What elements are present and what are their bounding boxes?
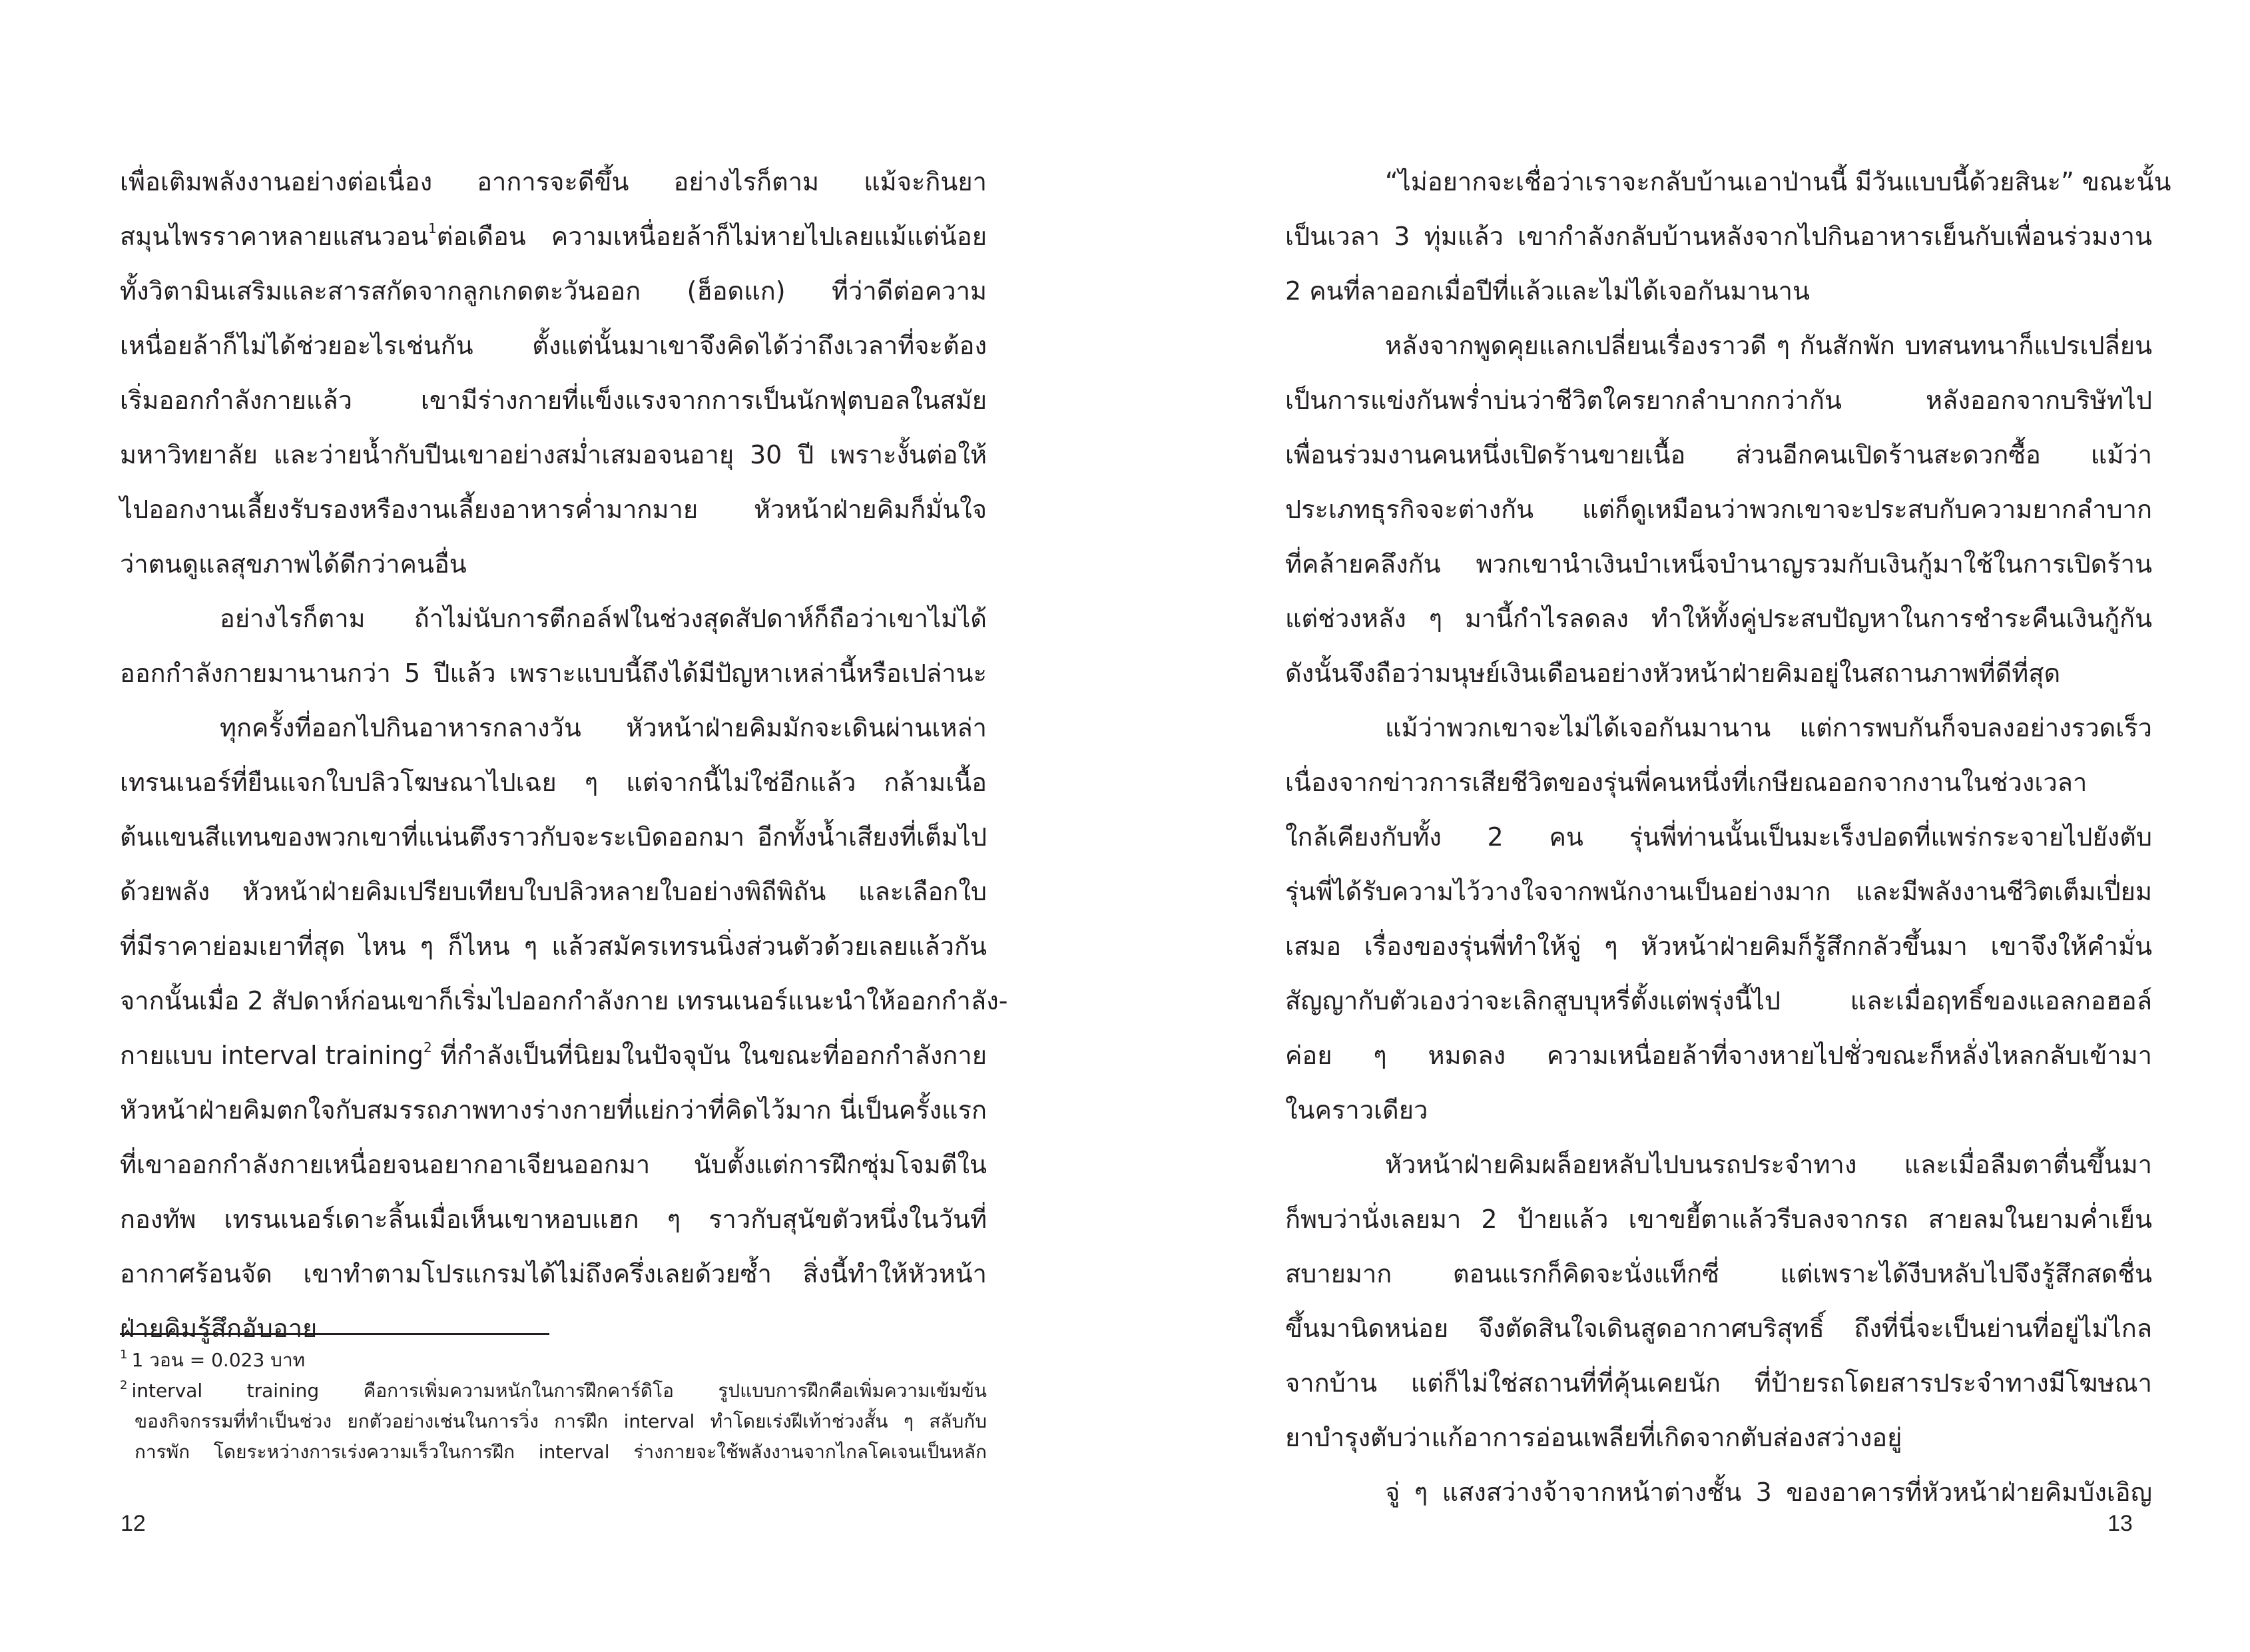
text-line: เป็นการแข่งกันพร่ำบ่นว่าชีวิตใครยากลำบากกว่ากัน หลังออกจากบริษัทไป: [1285, 386, 2152, 415]
footnote-number: 1: [120, 1348, 128, 1362]
footnote-text: 1 วอน = 0.023 บาท: [131, 1349, 306, 1371]
footnote-2-continued: การพัก โดยระหว่างการเร่งความเร็วในการฝึก interval ร่างกายจะใช้พลังงานจากไกลโคเจนเป็นหลัก: [135, 1441, 987, 1463]
text-line-with-footnote: [120, 1028, 987, 1083]
left-page-body-text: [120, 154, 1008, 1356]
paragraph-first-line: แม้ว่าพวกเขาจะไม่ได้เจอกันมานาน แต่การพบกันก็จบลงอย่างรวดเร็ว: [1385, 713, 2152, 742]
text-line: เนื่องจากข่าวการเสียชีวิตของรุ่นพี่คนหนึ่งที่เกษียณออกจากงานในช่วงเวลา: [1285, 768, 2088, 797]
text-line: จากนั้นเมื่อ 2 สัปดาห์ก่อนเขาก็เริ่มไปออกกำลังกาย เทรนเนอร์แนะนำให้ออกกำลัง-: [120, 986, 1008, 1015]
paragraph-first-line: จู่ ๆ แสงสว่างจ้าจากหน้าต่างชั้น 3 ของอาคารที่หัวหน้าฝ่ายคิมบังเอิญ: [1385, 1478, 2152, 1507]
footnote-text: interval training คือการเพิ่มความหนักในการฝึกคาร์ดิโอ รูปแบบการฝึกคือเพิ่มความเข้มข้น: [131, 1380, 987, 1402]
footnote-divider: [120, 1333, 549, 1335]
text-line: 2 คนที่ลาออกเมื่อปีที่แล้วและไม่ได้เจอกันมานาน: [1285, 276, 1810, 306]
text-line: รุ่นพี่ได้รับความไว้วางใจจากพนักงานเป็นอย่างมาก และมีพลังงานชีวิตเต็มเปี่ยม: [1285, 877, 2152, 906]
text-line: เพื่อนร่วมงานคนหนึ่งเปิดร้านขายเนื้อ ส่วนอีกคนเปิดร้านสะดวกซื้อ แม้ว่า: [1285, 440, 2152, 469]
text-line: แต่ช่วงหลัง ๆ มานี้กำไรลดลง ทำให้ทั้งคู่ประสบปัญหาในการชำระคืนเงินกู้กัน: [1285, 604, 2152, 633]
text-line: ในคราวเดียว: [1285, 1095, 1428, 1125]
text-line: เหนื่อยล้าก็ไม่ได้ช่วยอะไรเช่นกัน ตั้งแต่นั้นมาเขาจึงคิดได้ว่าถึงเวลาที่จะต้อง: [120, 331, 987, 360]
paragraph-first-line: หลังจากพูดคุยแลกเปลี่ยนเรื่องราวดี ๆ กันสักพัก บทสนทนาก็แปรเปลี่ยน: [1385, 331, 2152, 360]
text-line: ที่มีราคาย่อมเยาที่สุด ไหน ๆ ก็ไหน ๆ แล้วสมัครเทรนนิ่งส่วนตัวด้วยเลยแล้วกัน: [120, 932, 987, 961]
paragraph-first-line: ทุกครั้งที่ออกไปกินอาหารกลางวัน หัวหน้าฝ่ายคิมมักจะเดินผ่านเหล่า: [220, 713, 987, 742]
footnote-number: 2: [120, 1378, 128, 1392]
paragraph-first-line: หัวหน้าฝ่ายคิมผล็อยหลับไปบนรถประจำทาง และเมื่อลืมตาตื่นขึ้นมา: [1385, 1150, 2152, 1179]
text-line: ดังนั้นจึงถือว่ามนุษย์เงินเดือนอย่างหัวหน้าฝ่ายคิมอยู่ในสถานภาพที่ดีที่สุด: [1285, 659, 2061, 688]
text-fragment: ต่อเดือน ความเหนื่อยล้าก็ไม่หายไปเลยแม้แต่น้อย: [436, 222, 987, 251]
text-line: เทรนเนอร์ที่ยืนแจกใบปลิวโฆษณาไปเฉย ๆ แต่จากนี้ไม่ใช่อีกแล้ว กล้ามเนื้อ: [120, 768, 987, 797]
paragraph-first-line: อย่างไรก็ตาม ถ้าไม่นับการตีกอล์ฟในช่วงสุดสัปดาห์ก็ถือว่าเขาไม่ได้: [220, 604, 987, 633]
text-line: สบายมาก ตอนแรกก็คิดจะนั่งแท็กซี่ แต่เพราะได้งีบหลับไปจึงรู้สึกสดชื่น: [1285, 1259, 2152, 1288]
text-line: ไปออกงานเลี้ยงรับรองหรืองานเลี้ยงอาหารค่ำมากมาย หัวหน้าฝ่ายคิมก็มั่นใจ: [120, 495, 987, 524]
text-line: ขึ้นมานิดหน่อย จึงตัดสินใจเดินสูดอากาศบริสุทธิ์ ถึงที่นี่จะเป็นย่านที่อยู่ไม่ไกล: [1285, 1314, 2152, 1343]
footnote-1: [120, 1345, 987, 1376]
text-line: ที่เขาออกกำลังกายเหนื่อยจนอยากอาเจียนออกมา นับตั้งแต่การฝึกซุ่มโจมตีใน: [120, 1150, 987, 1179]
text-line: ด้วยพลัง หัวหน้าฝ่ายคิมเปรียบเทียบใบปลิวหลายใบอย่างพิถีพิถัน และเลือกใบ: [120, 877, 987, 906]
text-line: เสมอ เรื่องของรุ่นพี่ทำให้จู่ ๆ หัวหน้าฝ่ายคิมก็รู้สึกกลัวขึ้นมา เขาจึงให้คำมั่น: [1285, 932, 2152, 961]
text-line: ก็พบว่านั่งเลยมา 2 ป้ายแล้ว เขาขยี้ตาแล้วรีบลงจากรถ สายลมในยามค่ำเย็น: [1285, 1205, 2152, 1234]
text-line: ยาบำรุงตับว่าแก้อาการอ่อนเพลียที่เกิดจากตับส่องสว่างอยู่: [1285, 1423, 1902, 1452]
text-line: ทั้งวิตามินเสริมและสารสกัดจากลูกเกดตะวันออก (ฮ็อดแก) ที่ว่าดีต่อความ: [120, 276, 987, 306]
text-line: เพื่อเติมพลังงานอย่างต่อเนื่อง อาการจะดีขึ้น อย่างไรก็ตาม แม้จะกินยา: [120, 167, 987, 196]
text-line: กองทัพ เทรนเนอร์เดาะลิ้นเมื่อเห็นเขาหอบแฮก ๆ ราวกับสุนัขตัวหนึ่งในวันที่: [120, 1205, 987, 1234]
text-line: เริ่มออกกำลังกายแล้ว เขามีร่างกายที่แข็งแรงจากการเป็นนักฟุตบอลในสมัย: [120, 386, 987, 415]
text-line: สัญญากับตัวเองว่าจะเลิกสูบบุหรี่ตั้งแต่พรุ่งนี้ไป และเมื่อฤทธิ์ของแอลกอฮอล์: [1285, 986, 2152, 1015]
text-line: มหาวิทยาลัย และว่ายน้ำกับปีนเขาอย่างสม่ำเสมอจนอายุ 30 ปี เพราะงั้นต่อให้: [120, 440, 987, 469]
text-line: ต้นแขนสีแทนของพวกเขาที่แน่นตึงราวกับจะระเบิดออกมา อีกทั้งน้ำเสียงที่เต็มไป: [120, 822, 987, 852]
page-number: 12: [121, 1511, 146, 1536]
text-line: อากาศร้อนจัด เขาทำตามโปรแกรมได้ไม่ถึงครึ่งเลยด้วยซ้ำ สิ่งนี้ทำให้หัวหน้า: [120, 1259, 987, 1288]
text-line: ใกล้เคียงกับทั้ง 2 คน รุ่นพี่ท่านนั้นเป็นมะเร็งปอดที่แพร่กระจายไปยังตับ: [1285, 822, 2152, 852]
page-number: 13: [2108, 1511, 2133, 1536]
text-fragment: สมุนไพรราคาหลายแสนวอน: [120, 222, 429, 251]
footnote-2-continued: ของกิจกรรมที่ทำเป็นช่วง ยกตัวอย่างเช่นในการวิ่ง การฝึก interval ทำโดยเร่งฝีเท้าช่วงสั้น ๆ สลับกับ: [135, 1410, 987, 1432]
paragraph-first-line: “ไม่อยากจะเชื่อว่าเราจะกลับบ้านเอาป่านนี้ มีวันแบบนี้ด้วยสินะ” ขณะนั้น: [1385, 167, 2171, 196]
right-page-body-text: [1285, 154, 2171, 1519]
text-fragment: กายแบบ interval training: [120, 1041, 424, 1070]
text-line: ที่คล้ายคลึงกัน พวกเขานำเงินบำเหน็จบำนาญรวมกับเงินกู้มาใช้ในการเปิดร้าน: [1285, 549, 2152, 579]
text-line: ว่าตนดูแลสุขภาพได้ดีกว่าคนอื่น: [120, 549, 467, 579]
right-page: [1125, 0, 2250, 1652]
text-fragment: ที่กำลังเป็นที่นิยมในปัจจุบัน ในขณะที่ออกกำลังกาย: [440, 1041, 987, 1070]
text-line: ออกกำลังกายมานานกว่า 5 ปีแล้ว เพราะแบบนี้ถึงได้มีปัญหาเหล่านี้หรือเปล่านะ: [120, 659, 987, 688]
footnotes: [120, 1345, 987, 1468]
footnote-marker[interactable]: 2: [423, 1039, 432, 1055]
footnote-marker[interactable]: 1: [428, 220, 437, 236]
text-line: ฝ่ายคิมรู้สึกอับอาย: [120, 1314, 318, 1343]
footnote-2: [120, 1376, 987, 1406]
text-line: ค่อย ๆ หมดลง ความเหนื่อยล้าที่จางหายไปชั่วขณะก็หลั่งไหลกลับเข้ามา: [1285, 1041, 2152, 1070]
text-line-with-footnote: [120, 209, 987, 264]
text-line: ประเภทธุรกิจจะต่างกัน แต่ก็ดูเหมือนว่าพวกเขาจะประสบกับความยากลำบาก: [1285, 495, 2152, 524]
text-line: เป็นเวลา 3 ทุ่มแล้ว เขากำลังกลับบ้านหลังจากไปกินอาหารเย็นกับเพื่อนร่วมงาน: [1285, 222, 2152, 251]
text-line: หัวหน้าฝ่ายคิมตกใจกับสมรรถภาพทางร่างกายที่แย่กว่าที่คิดไว้มาก นี่เป็นครั้งแรก: [120, 1095, 987, 1125]
text-line: จากบ้าน แต่ก็ไม่ใช่สถานที่ที่คุ้นเคยนัก ที่ป้ายรถโดยสารประจำทางมีโฆษณา: [1285, 1368, 2152, 1398]
